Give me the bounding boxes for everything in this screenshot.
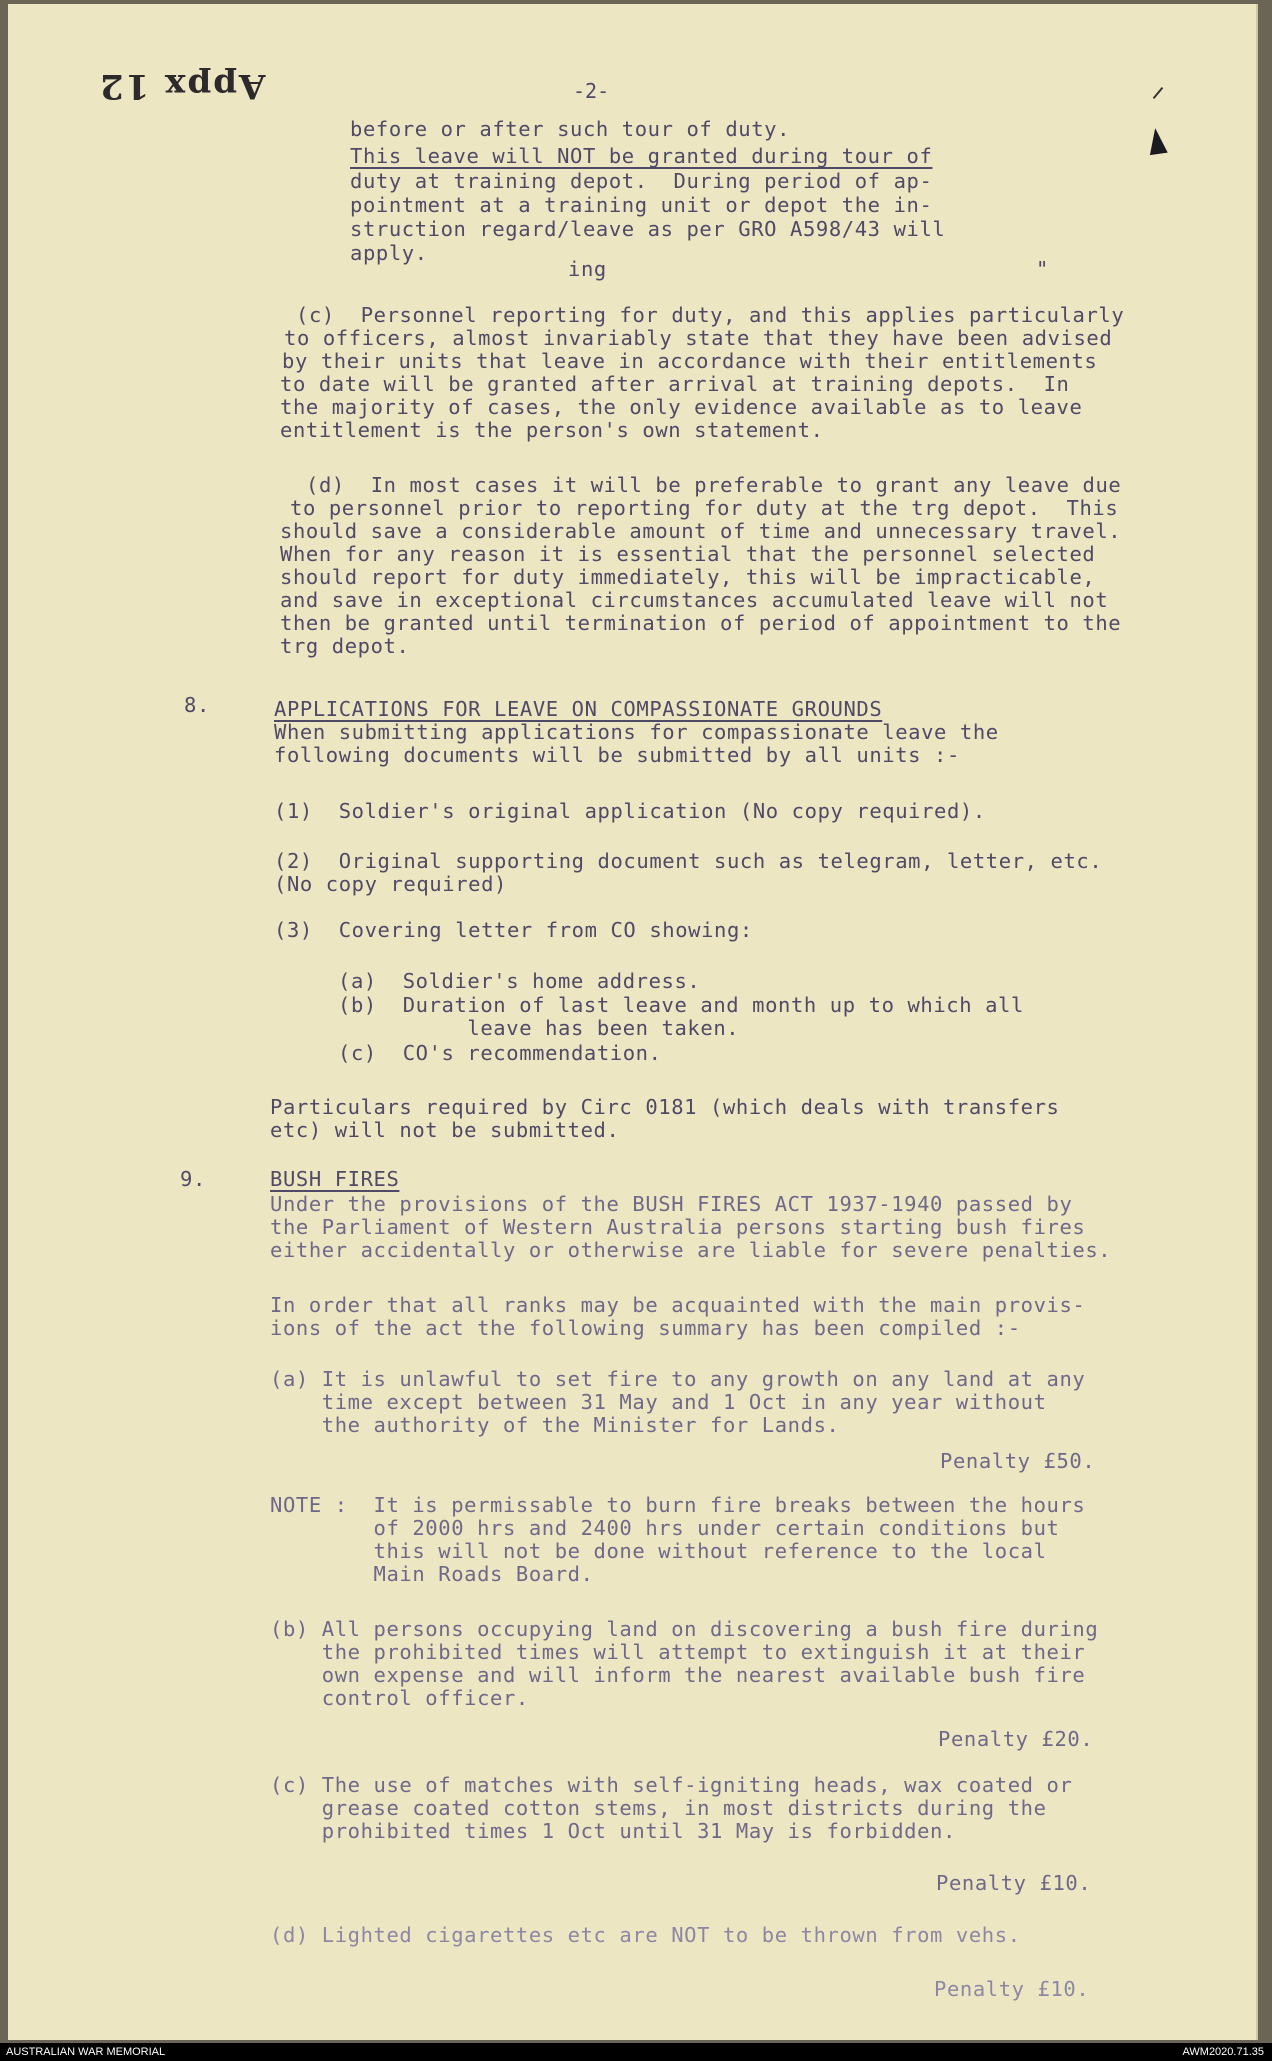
bushfire-item-b: (b) All persons occupying land on discovering a bush fire during [270, 1617, 1099, 1641]
bushfire-note: Main Roads Board. [270, 1562, 594, 1586]
para-d-line: then be granted until termination of period of appointment to the [280, 611, 1122, 635]
para-c-line: by their units that leave in accordance with their entitlements [282, 349, 1098, 373]
bushfire-item-b: control officer. [270, 1686, 529, 1710]
section-8-intro: following documents will be submitted by all units :- [274, 743, 960, 767]
archive-footer [0, 2043, 1272, 2061]
bushfire-penalty-c: Penalty £10. [936, 1871, 1092, 1895]
section-9-intro: the Parliament of Western Australia persons starting bush fires [270, 1215, 1086, 1239]
bushfire-item-c: prohibited times 1 Oct until 31 May is forbidden. [270, 1819, 956, 1843]
para-d-line: When for any reason it is essential that the personnel selected [280, 542, 1096, 566]
bushfire-item-a: time except between 31 May and 1 Oct in any year without [270, 1390, 1047, 1414]
top-line-1: before or after such tour of duty. [350, 117, 791, 141]
bushfire-item-a: (a) It is unlawful to set fire to any growth on any land at any [270, 1367, 1086, 1391]
section-8-sub-b-cont: leave has been taken. [338, 1016, 740, 1040]
bushfire-note: of 2000 hrs and 2400 hrs under certain conditions but [270, 1516, 1060, 1540]
bushfire-item-a: the authority of the Minister for Lands. [270, 1413, 840, 1437]
section-8-item-3: (3) Covering letter from CO showing: [274, 918, 753, 942]
top-line-3: duty at training depot. During period of ap- [350, 169, 933, 193]
top-line-4: pointment at a training unit or depot the in- [350, 193, 933, 217]
bushfire-penalty-b: Penalty £20. [938, 1727, 1094, 1751]
section-8-sub-a: (a) Soldier's home address. [338, 969, 701, 993]
para-d-line: should report for duty immediately, this will be impracticable, [280, 565, 1096, 589]
section-8-number: 8. [184, 693, 210, 717]
section-9-number: 9. [180, 1167, 206, 1191]
section-9-summary: ions of the act the following summary has been compiled :- [270, 1316, 1021, 1340]
handwritten-annotation: Appx 12 [98, 66, 266, 106]
section-9-intro: either accidentally or otherwise are liable for severe penalties. [270, 1238, 1112, 1262]
para-c-line: to officers, almost invariably state that they have been advised [284, 326, 1113, 350]
section-9-heading: BUSH FIRES [270, 1167, 400, 1191]
top-line-2: This leave will NOT be granted during tour of [350, 144, 933, 168]
para-d-line: (d) In most cases it will be preferable to grant any leave due [306, 473, 1122, 497]
top-quote: " [1036, 257, 1049, 281]
bushfire-item-b: the prohibited times will attempt to extinguish it at their [270, 1640, 1086, 1664]
top-insert-ing: ing [568, 257, 607, 281]
section-8-sub-b: (b) Duration of last leave and month up to which all [338, 993, 1024, 1017]
para-c-line: (c) Personnel reporting for duty, and this applies particularly [296, 303, 1125, 327]
section-8-sub-c: (c) CO's recommendation. [338, 1041, 662, 1065]
bushfire-note: this will not be done without reference to the local [270, 1539, 1047, 1563]
para-c-line: entitlement is the person's own statement. [280, 418, 824, 442]
pen-mark [1153, 87, 1164, 99]
section-8-heading: APPLICATIONS FOR LEAVE ON COMPASSIONATE GROUNDS [274, 697, 883, 721]
bushfire-item-c: grease coated cotton stems, in most districts during the [270, 1796, 1047, 1820]
bushfire-penalty-a: Penalty £50. [940, 1449, 1096, 1473]
para-d-line: to personnel prior to reporting for duty at the trg depot. This [290, 496, 1119, 520]
section-8-particulars: Particulars required by Circ 0181 (which deals with transfers [270, 1095, 1060, 1119]
archive-name: AUSTRALIAN WAR MEMORIAL [6, 2046, 166, 2058]
top-line-5: struction regard/leave as per GRO A598/43 will [350, 217, 946, 241]
ink-blot [1146, 127, 1167, 155]
top-line-6: apply. [350, 241, 428, 265]
para-d-line: trg depot. [280, 634, 410, 658]
bushfire-item-b: own expense and will inform the nearest available bush fire [270, 1663, 1086, 1687]
bushfire-item-c: (c) The use of matches with self-igniting heads, wax coated or [270, 1773, 1073, 1797]
section-9-summary: In order that all ranks may be acquainted with the main provis- [270, 1293, 1086, 1317]
section-8-item-1: (1) Soldier's original application (No copy required). [274, 799, 986, 823]
para-c-line: to date will be granted after arrival at training depots. In [280, 372, 1070, 396]
document-page [8, 4, 1258, 2040]
para-c-line: the majority of cases, the only evidence available as to leave [280, 395, 1083, 419]
section-9-intro: Under the provisions of the BUSH FIRES ACT 1937-1940 passed by [270, 1192, 1073, 1216]
section-8-particulars: etc) will not be submitted. [270, 1118, 620, 1142]
archive-reference: AWM2020.71.35 [1182, 2046, 1264, 2058]
bushfire-item-d: (d) Lighted cigarettes etc are NOT to be thrown from vehs. [270, 1923, 1021, 1947]
section-8-item-2: (2) Original supporting document such as telegram, letter, etc. [274, 849, 1103, 873]
bushfire-penalty-d: Penalty £10. [934, 1977, 1090, 2001]
para-d-line: should save a considerable amount of time and unnecessary travel. [280, 519, 1122, 543]
bushfire-note: NOTE : It is permissable to burn fire breaks between the hours [270, 1493, 1086, 1517]
section-8-intro: When submitting applications for compassionate leave the [274, 720, 999, 744]
page-number: -2- [573, 79, 610, 103]
para-d-line: and save in exceptional circumstances accumulated leave will not [280, 588, 1109, 612]
section-8-item-2: (No copy required) [274, 872, 507, 896]
